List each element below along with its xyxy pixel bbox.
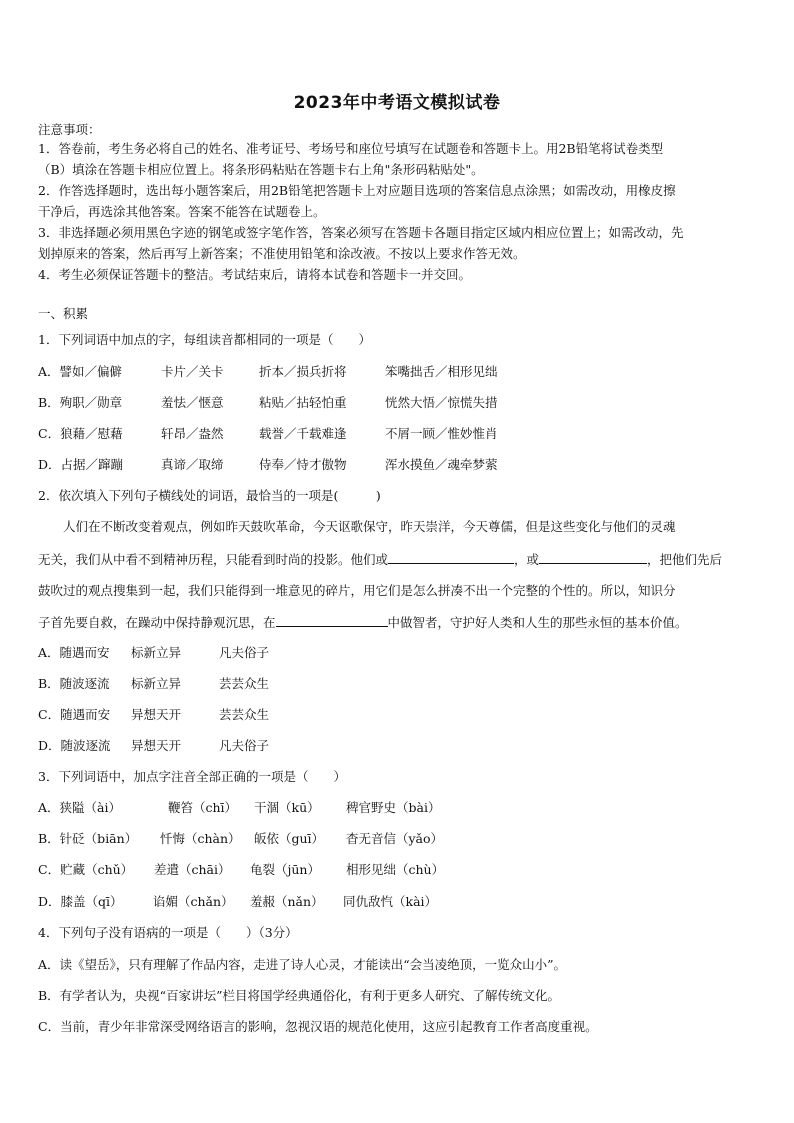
- question-3-option-b: [38, 829, 443, 849]
- question-1-option-d: [38, 455, 498, 475]
- option-part: 恍然大悟／惊慌失措: [385, 395, 498, 410]
- option-part: 粘贴／拈轻怕重: [259, 395, 347, 410]
- notice-line: 干净后，再选涂其他答案。答案不能答在试题卷上。: [38, 204, 326, 219]
- option-part: 载誉／千载难逢: [259, 426, 347, 441]
- exam-title: 2023年中考语文模拟试卷: [293, 93, 501, 113]
- notice-line: 3．非选择题必须用黑色字迹的钢笔或签字笔作答，答案必须写在答题卡各题目指定区域内相应位置上；如需改动，先: [38, 225, 684, 240]
- option-part: 凡夫俗子: [219, 738, 270, 753]
- option-part: 标新立异: [131, 645, 182, 660]
- option-part: 折本／损兵折将: [259, 364, 347, 379]
- option-part: 卡片／关卡: [161, 364, 224, 379]
- option-part: 谄媚（chǎn）: [153, 894, 234, 909]
- option-part: 异想天开: [131, 738, 182, 753]
- question-4-option-b: B．有学者认为，央视“百家讲坛”栏目将国学经典通俗化，有利于更多人研究、了解传统文化。: [38, 988, 560, 1003]
- notice-line: 4．考生必须保证答题卡的整洁。考试结束后，请将本试卷和答题卡一并交回。: [38, 267, 471, 282]
- question-2-passage-line: [38, 549, 758, 570]
- option-part: 忏悔（chàn）: [160, 831, 241, 846]
- question-4-stem: 4．下列句子没有语病的一项是（ ）（3分）: [38, 925, 298, 940]
- option-part: B．随波逐流: [38, 676, 110, 691]
- option-part: 凡夫俗子: [219, 645, 270, 660]
- option-part: C．随遇而安: [38, 707, 111, 722]
- question-3-stem: 3．下列词语中，加点字注音全部正确的一项是（ ）: [38, 769, 346, 784]
- option-part: 笨嘴拙舌／相形见绌: [385, 364, 498, 379]
- option-part: 鞭笞（chī）: [168, 800, 238, 815]
- answer-blank-3: [276, 612, 388, 627]
- question-2-option-d: [38, 736, 269, 756]
- passage-text: 子首先要自救，在躁动中保持静观沉思，在: [38, 615, 276, 630]
- notice-line: 划掉原来的答案，然后再写上新答案；不准使用铅笔和涂改液。不按以上要求作答无效。: [38, 246, 526, 261]
- option-part: 轩昂／盎然: [161, 426, 224, 441]
- option-part: A．譬如／偏僻: [38, 364, 123, 379]
- question-2-passage-line: [38, 612, 758, 633]
- section-heading: 一、积累: [38, 306, 89, 321]
- question-1-stem: 1．下列词语中加点的字，每组读音都相同的一项是（ ）: [38, 332, 371, 347]
- option-part: 异想天开: [131, 707, 182, 722]
- passage-text: ，把他们先后: [647, 552, 723, 567]
- option-part: 不屑一顾／惟妙惟肖: [385, 426, 498, 441]
- question-3-option-a: [38, 798, 440, 818]
- passage-text: 中做智者，守护好人类和人生的那些永恒的基本价值。: [387, 615, 688, 630]
- option-part: D．随波逐流: [38, 738, 111, 753]
- option-part: 相形见绌（chù）: [346, 862, 445, 877]
- option-part: 侍奉／恃才傲物: [259, 457, 347, 472]
- option-part: A．随遇而安: [38, 645, 110, 660]
- question-2-option-c: [38, 705, 269, 725]
- option-part: 真谛／取缔: [161, 457, 224, 472]
- option-part: 标新立异: [131, 676, 182, 691]
- option-part: D．膝盖（qī）: [38, 894, 123, 909]
- question-1-option-c: [38, 424, 498, 444]
- passage-text: 无关，我们从中看不到精神历程，只能看到时尚的投影。他们或: [38, 552, 389, 567]
- question-2-option-b: [38, 674, 269, 694]
- option-part: C．贮藏（chǔ）: [38, 862, 134, 877]
- option-part: 杳无音信（yǎo）: [346, 831, 444, 846]
- option-part: D．占据／蹿蹦: [38, 457, 124, 472]
- answer-blank-1: [388, 549, 514, 564]
- option-part: 同仇敌忾（kài）: [343, 894, 438, 909]
- option-part: B．针砭（biān）: [38, 831, 138, 846]
- question-4-option-a: A．读《望岳》，只有理解了作品内容，走进了诗人心灵，才能读出“会当凌绝顶，一览众山小”。: [38, 957, 567, 972]
- question-2-option-a: [38, 643, 269, 663]
- notice-heading: 注意事项：: [38, 122, 101, 137]
- option-part: 干涸（kū）: [254, 800, 320, 815]
- option-part: 差遣（chāi）: [154, 862, 231, 877]
- option-part: 芸芸众生: [219, 707, 270, 722]
- notice-line: （B）填涂在答题卡相应位置上。将条形码粘贴在答题卡右上角"条形码粘贴处"。: [38, 162, 484, 177]
- option-part: B．殉职／勋章: [38, 395, 123, 410]
- option-part: 稗官野史（bài）: [346, 800, 441, 815]
- question-1-option-b: [38, 393, 498, 413]
- option-part: 浑水摸鱼／魂牵梦萦: [385, 457, 498, 472]
- notice-line: 2．作答选择题时，选出每小题答案后，用2B铅笔把答题卡上对应题目选项的答案信息点涂黑；如需改动，用橡皮擦: [38, 183, 676, 198]
- answer-blank-2: [539, 549, 647, 564]
- option-part: A．狭隘（ài）: [38, 800, 121, 815]
- option-part: 羞赧（nǎn）: [250, 894, 324, 909]
- option-part: 芸芸众生: [219, 676, 270, 691]
- question-2-passage-line: 人们在不断改变着观点，例如昨天鼓吹革命，今天讴歌保守，昨天崇洋，今天尊儒，但是这些变化与他们的灵魂: [38, 519, 676, 534]
- passage-text: ，或: [514, 552, 540, 567]
- option-part: C．狼藉／慰藉: [38, 426, 123, 441]
- question-3-option-c: [38, 860, 444, 880]
- question-2-passage-line: 鼓吹过的观点搜集到一起，我们只能得到一堆意见的碎片，用它们是怎么拼凑不出一个完整的个性的。所以，知识分: [38, 583, 676, 598]
- question-2-stem: 2．依次填入下列句子横线处的词语，最恰当的一项是( ): [38, 488, 381, 503]
- option-part: 龟裂（jūn）: [250, 862, 320, 877]
- question-1-option-a: [38, 362, 498, 382]
- option-part: 皈依（guī）: [254, 831, 325, 846]
- question-3-option-d: [38, 892, 437, 912]
- option-part: 羞怯／惬意: [161, 395, 224, 410]
- notice-line: 1．答卷前，考生务必将自己的姓名、准考证号、考场号和座位号填写在试题卷和答题卡上。用2B铅笔将试卷类型: [38, 141, 664, 156]
- question-4-option-c: C．当前，青少年非常深受网络语言的影响，忽视汉语的规范化使用，这应引起教育工作者高度重视。: [38, 1019, 598, 1034]
